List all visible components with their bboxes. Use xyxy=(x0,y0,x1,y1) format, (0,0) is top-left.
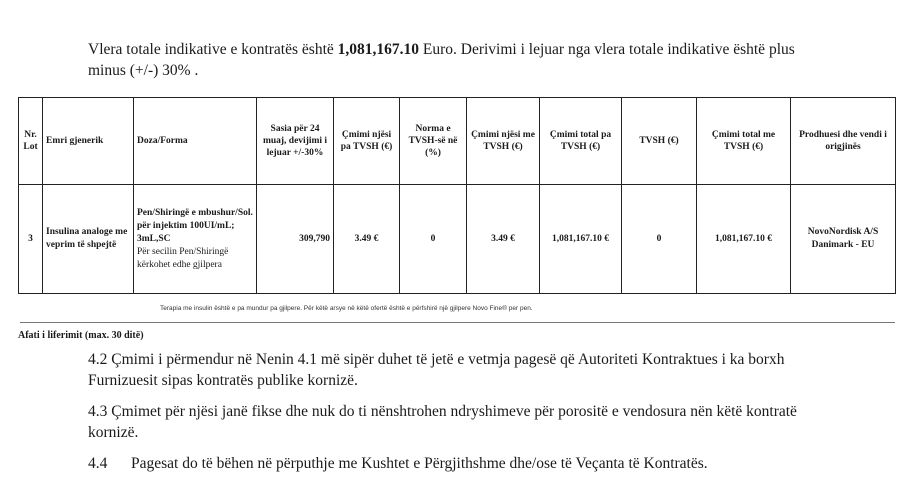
cell-vat-rate: 0 xyxy=(400,185,467,294)
header-unit-price-no-vat: Çmimi njësi pa TVSH (€) xyxy=(334,98,400,185)
intro-prefix: Vlera totale indikative e kontratës është xyxy=(88,41,338,58)
header-total-no-vat: Çmimi total pa TVSH (€) xyxy=(540,98,622,185)
header-unit-price-with-vat: Çmimi njësi me TVSH (€) xyxy=(467,98,540,185)
cell-quantity: 309,790 xyxy=(257,185,334,294)
cell-manufacturer: NovoNordisk A/S Danimark - EU xyxy=(791,185,896,294)
header-manufacturer: Prodhuesi dhe vendi i origjinës xyxy=(791,98,896,185)
cell-vat: 0 xyxy=(622,185,697,294)
contract-total-value: 1,081,167.10 xyxy=(337,41,420,58)
cell-unit-price-with-vat: 3.49 € xyxy=(467,185,540,294)
header-vat-rate: Norma e TVSH-së në (%) xyxy=(400,98,467,185)
intro-suffix: Euro. Derivimi i lejuar nga vlera totale indikative është plus xyxy=(419,41,795,58)
header-generic-name: Emri gjenerik xyxy=(43,98,134,185)
table-footnote: Terapia me insulin është e pa mundur pa gjilpere. Për këtë arsye në këtë ofertë është e përfshirë një gjilpere Novo Fine® per pen. xyxy=(160,305,533,312)
cell-generic-name: Insulina analoge me veprim të shpejtë xyxy=(43,185,134,294)
header-lot-number: Nr. Lot xyxy=(19,98,43,185)
cell-total-with-vat: 1,081,167.10 € xyxy=(697,185,791,294)
table-header-row xyxy=(19,98,896,185)
paragraph-4-4-number: 4.4 xyxy=(88,455,108,472)
cell-total-no-vat: 1,081,167.10 € xyxy=(540,185,622,294)
paragraph-4-3-line-1: 4.3 Çmimet për njësi janë fikse dhe nuk do ti nënshtrohen ndryshimeve për porositë e vendosura nën këtë kontratë xyxy=(88,403,797,420)
intro-line-2: minus (+/-) 30% . xyxy=(88,62,199,79)
cell-unit-price-no-vat: 3.49 € xyxy=(334,185,400,294)
lot-table xyxy=(18,97,896,294)
cell-dose-form xyxy=(134,185,257,294)
header-dose-form: Doza/Forma xyxy=(134,98,257,185)
paragraph-4-2-line-1: 4.2 Çmimi i përmendur në Nenin 4.1 më sipër duhet të jetë e vetmja pagesë që Autoriteti Kontraktues i ka borxh xyxy=(88,351,785,368)
section-divider xyxy=(20,322,895,323)
header-quantity: Sasia për 24 muaj, devijimi i lejuar +/-30% xyxy=(257,98,334,185)
paragraph-4-2-line-2: Furnizuesit sipas kontratës publike kornizë. xyxy=(88,372,358,389)
intro-line-1 xyxy=(88,40,878,59)
delivery-deadline-label: Afati i liferimit (max. 30 ditë) xyxy=(18,330,144,341)
header-vat: TVSH (€) xyxy=(622,98,697,185)
dose-form-text: Pen/Shiringë e mbushur/Sol. për injektim 100UI/mL; 3mL,SC xyxy=(137,207,253,244)
cell-lot-number: 3 xyxy=(19,185,43,294)
dose-form-note: Për secilin Pen/Shiringë kërkohet edhe gjilpera xyxy=(137,246,229,270)
paragraph-4-4-text: Pagesat do të bëhen në përputhje me Kushtet e Përgjithshme dhe/ose të Veçanta të Kontratës. xyxy=(131,455,708,472)
header-total-with-vat: Çmimi total me TVSH (€) xyxy=(697,98,791,185)
table-row xyxy=(19,185,896,294)
paragraph-4-3-line-2: kornizë. xyxy=(88,424,139,441)
